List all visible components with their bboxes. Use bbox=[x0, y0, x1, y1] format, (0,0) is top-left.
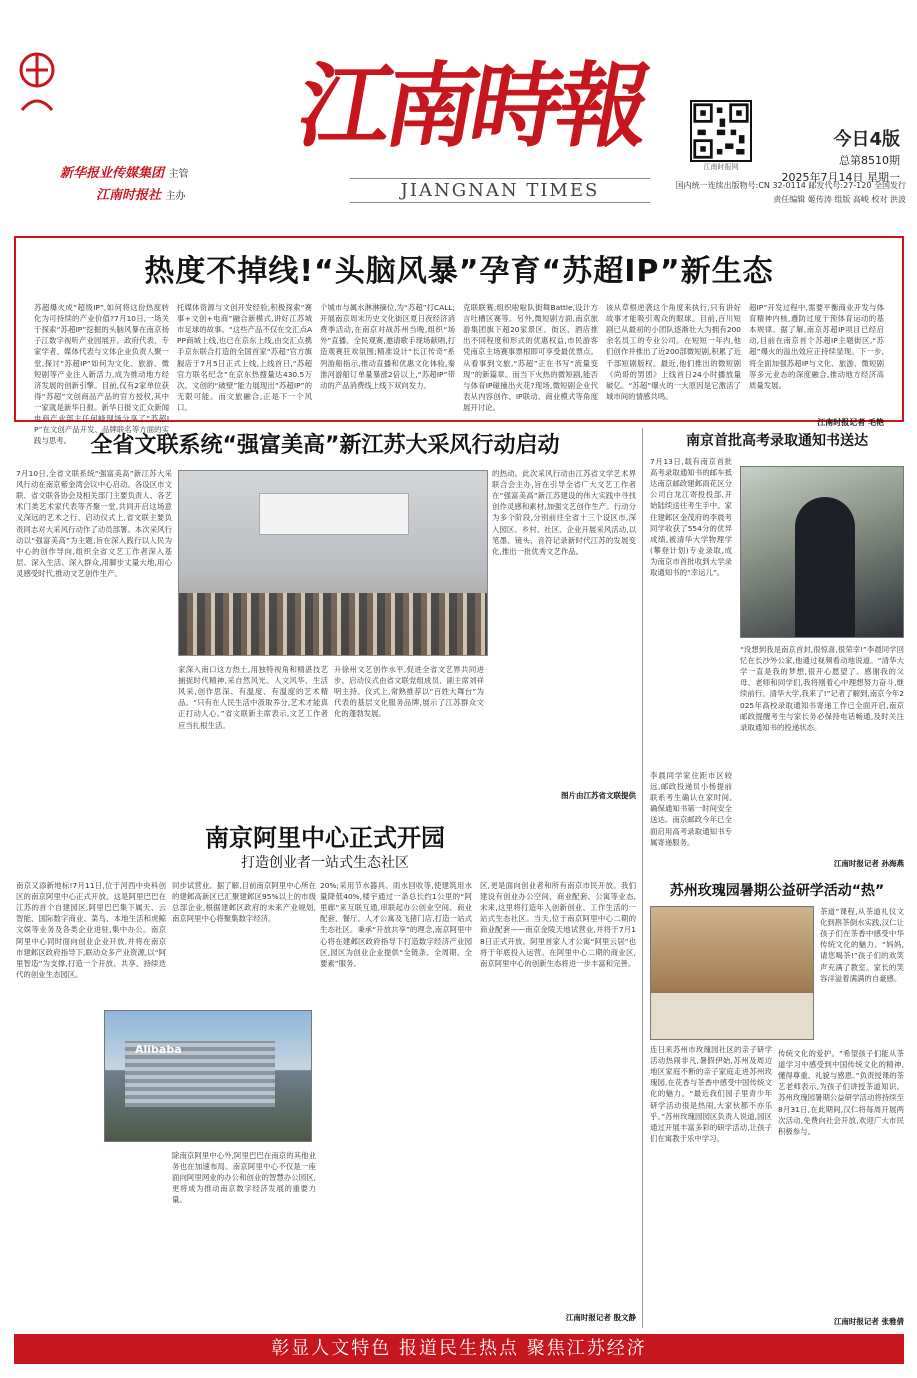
stage-banner bbox=[259, 493, 409, 535]
xinhua-group-logo-icon bbox=[12, 40, 62, 130]
story3-col-a: 南京又添新地标!7月11日,位于河西中央科创区的南京阿里中心正式开放。这是阿里巴巴在江苏的首个自建园区,阿里巴巴集下属天、云智能、国际数字商业、菜鸟、本地生活和虎鲸文娱等业务及各类企业进驻,集中办公。南京阿里中心同时面向创业企业开放,并将在南京市建邺区政府指导下,联动众多产业资源,以“阿里智造”为支撑,打造一个开放、共享、持续迭代的创业生态园区。 bbox=[16, 881, 166, 979]
story5-byline: 江南时报记者 张雅倩 bbox=[833, 1317, 904, 1326]
paper-line bbox=[96, 184, 186, 203]
story5-col-b: 连日来苏州市玫瑰园社区的亲子研学活动热闹非凡,暑假伊始,苏州及周边地区家庭不断的亲子家庭走进苏州玫瑰园,在花香与茶香中感受中国传统文化的魅力。“最近我们园子里青少年研学活动很是热闹,大家伙都不亦乐乎。”苏州玫瑰园园区负责人说道,园区通过开展丰富多彩的研学活动,让孩子们在寓教于乐中学习。 bbox=[650, 1045, 772, 1143]
edition-info bbox=[760, 126, 900, 186]
story5-photo[interactable] bbox=[650, 906, 814, 1040]
lead-byline: 江南时报记者 毛艳 bbox=[817, 418, 884, 427]
edition-pages: 今日4版 bbox=[833, 129, 900, 150]
story2-col-b: 家深入南口这方热土,用独特视角和精湛技艺捕捉时代精神,采自然风光、人文风华、生活风采,创作思深、有温度、有温度的艺术精品。“只有在人民生活中汲取养分,艺术才能真正打动人心。”省文联新主席表示,文艺工作者应当扎根生活。 bbox=[178, 665, 328, 730]
group-name: 新华报业传媒集团 bbox=[60, 166, 165, 181]
story3-byline: 江南时报记者 殷文静 bbox=[565, 1313, 636, 1322]
story2-photo-caption: 图片由江苏省文联提供 bbox=[561, 791, 636, 800]
footer-slogan-bar: 彰显人文特色 报道民生热点 聚焦江苏经济 bbox=[14, 1334, 904, 1364]
story3-photo[interactable] bbox=[104, 1010, 312, 1142]
story3-col-d: 区,更是面向创业者和所有南京市民开放。我们建设有创业办公空间、商业配套、公寓等业态,未来,这里将打造年人创新创业、工作生活的一站式生态社区。当天,位于南京阿里中心二期的商业配套——南京金陵天地试营业,并将于7月18日正式开放。阿里首家人才公寓“阿里云居”也将于年底投入运营。在阿里中心二期的商业区,南京阿里中心的创新生态将进一步丰富和完善。 bbox=[480, 881, 636, 968]
paper-role: 主办 bbox=[165, 191, 186, 202]
registration-line: 国内统一连续出版物号:CN 32-0114 邮发代号:27-120 全国发行 bbox=[675, 181, 906, 190]
building-sign: Alibaba bbox=[135, 1043, 182, 1056]
qr-label: 江南时报网 bbox=[703, 163, 739, 171]
story5-col-c: 传统文化的爱护。“希望孩子们能从茶道学习中感受到中国传统文化的精神,懂得尊重、礼貌与感恩。”负责授课的茶艺老师表示,为孩子们讲授茶道知识。苏州玫瑰园暑期公益研学活动将持续至8月31日,在此期间,汉仁将每周开展两次活动,免费向社会开放,欢迎广大市民积极参与。 bbox=[778, 1049, 904, 1136]
story2-col-d: 的热动。此次采风行动由江苏省文学艺术界联合会主办,旨在引导全省广大文艺工作者在“强富美高”新江苏建设的伟大实践中寻找创作灵感和素材,加强文艺创作生产。行动分为多个阶段,分别前往全省十三个设区市,深入园区、乡村、社区、企业开展采风活动,以笔墨、镜头、音符记录新时代江苏的发展变化,推出一批优秀文艺作品。 bbox=[492, 469, 636, 556]
story4-col-c: 李晨同学家住距市区较远,邮政投递员小杨提前联系考生确认在家时间,确保通知书第一时间安全送达。南京邮政今年已全面启用高考录取通知书专属寄递服务。 bbox=[650, 771, 732, 847]
story4-headline[interactable]: 南京首批高考录取通知书送达 bbox=[686, 433, 868, 449]
tea-table bbox=[651, 993, 813, 1039]
lead-col-4: 克联联赛,组织啦啦队街舞Battle,设计方言吐槽区赛等。另外,微短剧方面,南京旅游集团旗下超20家景区、街区、酒店推出不同程度和形式的优惠权益,市民游客凭南京主场赛事票根即可享受最优票点。从看事到文旅,“苏超”正在书写“流量变现”的新篇章。而当下火热的微短剧,能否与体育IP碰撞出火花?现场,微短剧企业代表从内容创作、IP联动、商业模式等角度展开讨论。 bbox=[463, 303, 598, 412]
postman-figure bbox=[795, 497, 855, 637]
story4-photo[interactable] bbox=[740, 466, 904, 638]
staff-line: 责任编辑 姬传涛 组版 高峻 校对 洪波 bbox=[773, 195, 906, 204]
lead-col-3: 个城市与属水淋淋摘位,为“苏超”打CALL;开展南京周末历史文化街区夏日夜经济消费季活动,在南京对战苏州当晚,组织“场外”直播、全民观赛,邀请歌手现场献唱,打造观赛狂欢氛围;精准设计“长江传奇”系列游船指示,推动直播和优惠文化体验,秦淮河游船订单量暴涨2倍以上,“苏超IP”带动的产品消费线上线下双向发力。 bbox=[320, 303, 455, 390]
edition-total: 总第8510期 bbox=[839, 154, 900, 167]
story5-headline[interactable]: 苏州玫瑰园暑期公益研学活动“热” bbox=[669, 883, 885, 899]
lead-headline[interactable]: 热度不掉线!“头脑风暴”孕育“苏超IP”新生态 bbox=[144, 254, 774, 289]
story3-col-c: 20%;采用节水器具、雨水回收等,使建筑用水量降低40%,楼宇通过一条总长约1公里的“阿里廊”来互联互通,串联起办公创业空间、商业配套、餐厅、人才公寓及飞猪门店,打造一站式生态社区。秉承“开放共享”的理念,南京阿里中心将在建邺区政府指导下打造数字经济产业园区,园区为创业企业提供“全链条、全周期、全要素”服务。 bbox=[320, 881, 472, 968]
masthead bbox=[0, 0, 917, 232]
story4-byline: 江南时报记者 孙海燕 bbox=[833, 859, 904, 868]
qr-code-icon[interactable] bbox=[690, 100, 752, 162]
story2-col-c: 升徐州文艺创作水平,促进全省文艺界共同进步。启动仪式由省文联党组成员、副主席刘祥明主持。仪式上,常熟推荐以“百姓大舞台”为代表的基层文化服务品牌,展示了江苏群众文化的蓬勃发展。 bbox=[334, 665, 484, 719]
story2-col-a: 7月10日,全省文联系统“强富美高”新江苏大采风行动在南京紫金湾会议中心启动。各设区市文联、省文联各协会及相关部门主要负责人、各艺术门类艺术家代表等齐聚一堂,共同开启这场意义深远的艺术之行。启动仪式上,省文联主要负责同志对大采风行动作了动员部署。本次采风行动以“强富美高”为主题,旨在深入践行以人民为中心的创作导向,组织全省文艺工作者深入基层、深入生活、深入群众,用脚步丈量大地,用心灵感受时代,推动文艺创作生产。 bbox=[16, 469, 172, 578]
group-role: 主管 bbox=[168, 169, 189, 180]
edition-date: 2025年7月14日 星期一 bbox=[781, 170, 900, 184]
story3-col-e: 除南京阿里中心外,阿里巴巴在南京的其他业务也在加速布局。南京阿里中心不仅是一座面向阿里网业的办公和创业的智慧办公园区,更将成为推动南京数字经济发展的重要力量。 bbox=[172, 1151, 316, 1205]
lead-col-5: 该从草根逆袭这个角度来执行,只有讲好故事才能吸引观众的眼球。目前,百川短剧已从最初的小团队逐渐壮大为拥有200余名员工的专业公司。在短短一年内,他们创作并推出了近200部微短剧,积累了近千部短剧版权。最近,他们推出的微短剧《尚哥的男团》上线首日24小时播放量破亿。“苏超”爆火的一大原因是它激活了城市间的情感共鸣。 bbox=[606, 303, 741, 401]
lead-col-1: 苏超爆火成“超级IP”,如何将这份热度转化为可持续的产业价值?7月10日,一场关于探索“苏超IP”挖掘的头脑风暴在南京扬子江数字视听产业园展开。政府代表、专家学者、媒体代表与文体企业负责人聚一堂,探讨“苏超IP”如何为文化、旅游、微短剧等产业注入新活力,成为推动地方经济发展的创新引擎。目前,仅有2家单位获得“苏超”文创商品产品的官方授权,其中一家就是新华日报。新华日报文汇众新闻电商产业部主任何峰现场分享了“苏超IP”在文创产品开发、品牌联名等方面的实践与思考。 bbox=[34, 303, 169, 446]
lead-col-6-wrap bbox=[749, 302, 884, 428]
story2-headline[interactable]: 全省文联系统“强富美高”新江苏大采风行动启动 bbox=[90, 433, 560, 458]
paper-name: 江南时报社 bbox=[96, 188, 162, 203]
newspaper-title-english: JIANGNAN TIMES bbox=[350, 178, 650, 203]
audience bbox=[179, 593, 487, 655]
story3-col-b: 同步试营业。据了解,目前南京阿里中心所在的建邺高新区已汇聚建邺区95%以上的市级总部企业,根据建邺区政府的未来产业规划,南京阿里中心将聚集数字经济。 bbox=[172, 881, 316, 924]
newspaper-title: 江南時報 bbox=[290, 52, 654, 160]
story2-col-d-wrap bbox=[492, 468, 636, 804]
column-divider bbox=[642, 428, 643, 1328]
story2-photo[interactable] bbox=[178, 470, 488, 656]
lead-col-2: 托媒体资源与文创开发经验,积极探索“赛事+文创+电商”融合新模式,讲好江苏城市足球的故事。“这些产品不仅在交汇点APP商城上线,也已在京东上线,由交汇点携手京东联合打造的全国首家“苏超”官方旗舰店于7月5日正式上线,上线首日,“苏超官方联名纪念”在京东热搜量达430.5万次。文创的“破壁”能力展现出“苏超IP”的无限可能。而文旅融合,正是下一个风口。 bbox=[177, 303, 312, 412]
story5-col-a: 茶道”课程,从茶道礼仪文化到斟茶倒水实践,汉仁让孩子们在茶香中感受中华传统文化的魅力。“妈妈,请您喝茶!”孩子们的欢笑声充满了教室。家长的笑容洋溢着满满的自豪感。 bbox=[820, 907, 904, 983]
story3-col-d-wrap bbox=[480, 880, 636, 1326]
lead-col-6: 超IP”开发过程中,需要平衡商业开发与体育精神内核,遵防过度干预体育运动的基本规律。据了解,南京苏超IP项目已经启动,目前在南京首个苏超IP主题街区,“苏超”爆火的溢出效应正持续显现。下一步,将全面加强苏超IP与文化、旅游、微短剧等多元业态的深度融合,推动地方经济高质量发展。 bbox=[749, 303, 884, 390]
group-line bbox=[60, 162, 189, 181]
story4-col-b: “没想到我是南京首封,很惊喜,很荣幸!”李晨同学回忆在长沙外公家,他通过视频看动地说道。“清华大学一直是我的梦想,很开心愿望了。感谢我的父母、老师和同学们,我将刚着心中理想努力奋斗,继续前行。清华大学,我来了!”记者了解到,南京今年2025年高校录取通知书寄递工作已全面开启,南京邮政提醒考生与家长务必保持电话畅通,及时关注录取通知书的投递状态。 bbox=[740, 645, 905, 732]
story4-col-a: 7月13日,载有南京首批高考录取通知书的邮车抵达南京邮政建邺雨花区分公司白龙江寄投投部,开始陆续送往考生手中。家住建邺区金茂府的李晨考同学收获了554分的优异成绩,被清华大学物理学(攀登计划)专业录取,成为南京市首批收到大学录取通知书的“幸运儿”。 bbox=[650, 457, 732, 578]
story3-headline[interactable]: 南京阿里中心正式开园 bbox=[205, 823, 445, 852]
story3-subhead: 打造创业者一站式生态社区 bbox=[241, 855, 409, 871]
